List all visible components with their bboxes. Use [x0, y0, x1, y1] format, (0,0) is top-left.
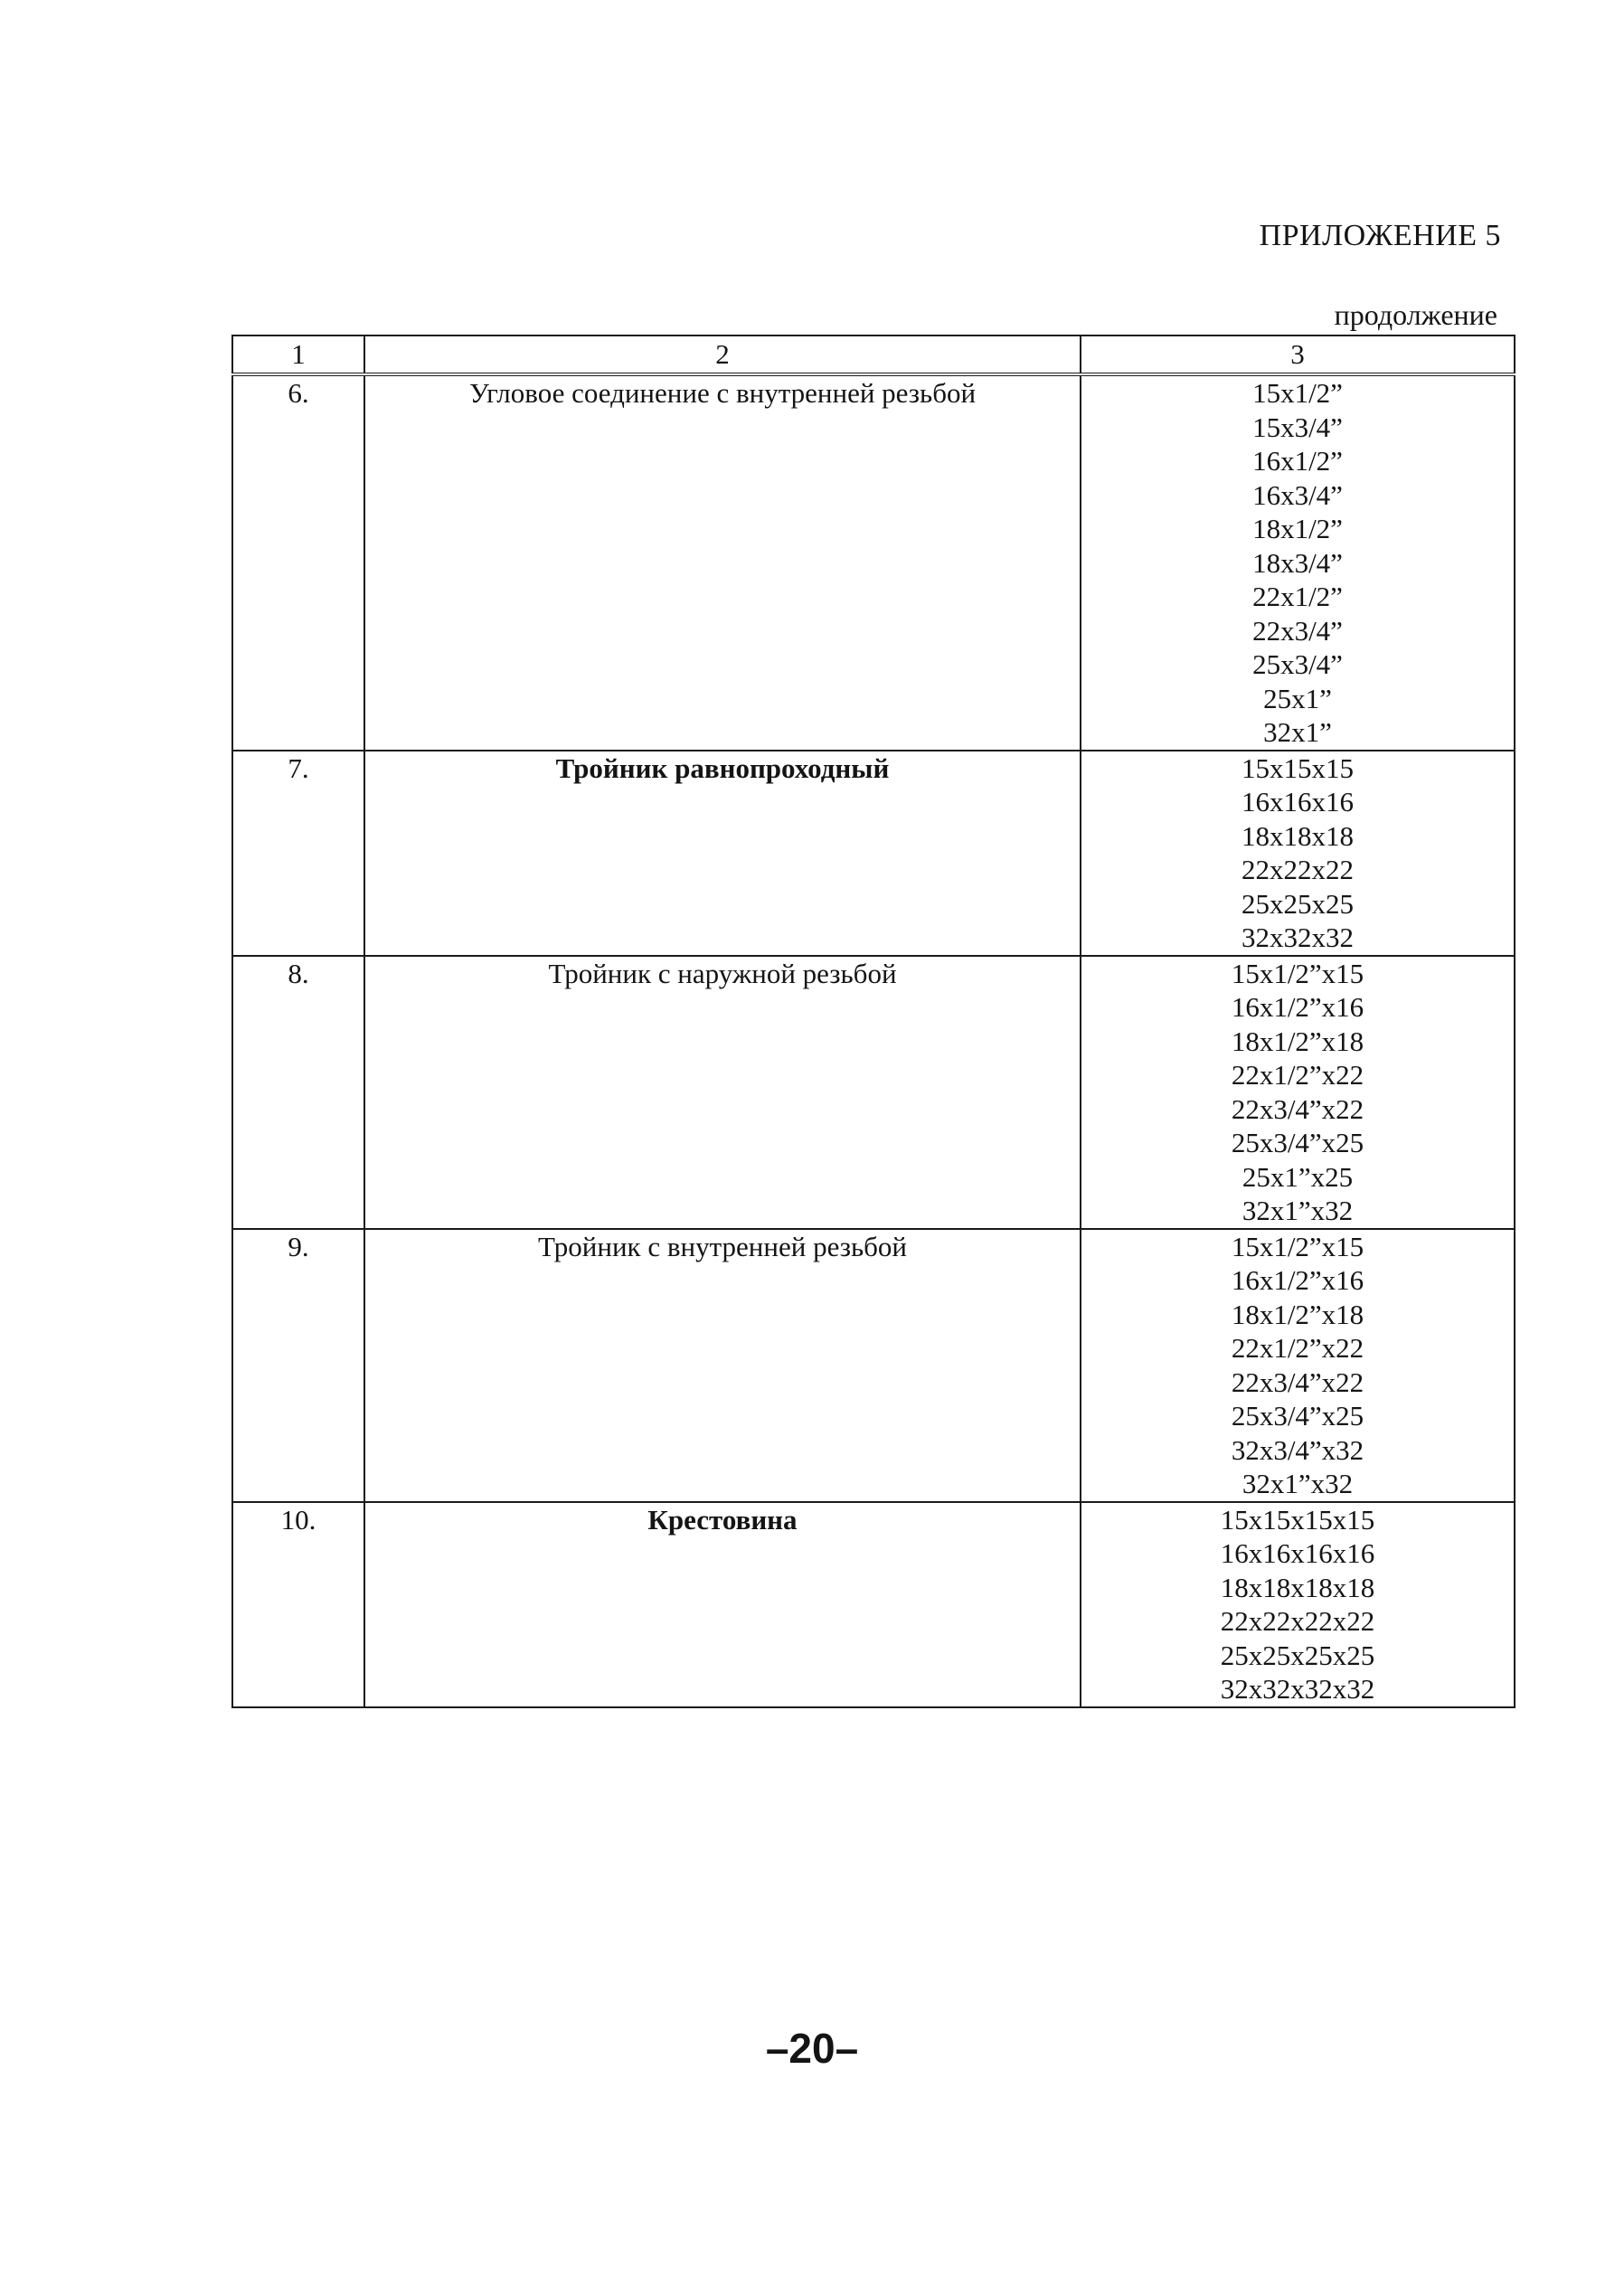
size-value: 22x22x22 — [1242, 854, 1354, 885]
size-value: 32x1”x32 — [1242, 1195, 1354, 1226]
size-value: 16x3/4” — [1252, 478, 1343, 511]
size-value: 22x3/4” — [1252, 614, 1343, 647]
size-value: 18x1/2”x18 — [1231, 1298, 1364, 1330]
size-value: 15x3/4” — [1252, 411, 1343, 443]
size-value: 15x15x15 — [1242, 751, 1354, 784]
size-value: 32x32x32 — [1242, 921, 1354, 953]
size-value: 22x1/2”x22 — [1231, 1059, 1364, 1091]
fitting-sizes-cell — [1081, 1229, 1515, 1502]
row-number-cell: 10. — [232, 1502, 364, 1707]
size-value: 25x3/4” — [1252, 648, 1343, 680]
size-value: 18x3/4” — [1252, 546, 1343, 579]
fitting-sizes-cell — [1081, 374, 1515, 751]
size-value: 15x1/2”x15 — [1231, 1230, 1364, 1262]
size-value: 15x1/2”x15 — [1231, 957, 1364, 989]
table-row — [232, 1229, 1515, 1502]
size-value: 32x1” — [1263, 716, 1332, 748]
size-value: 18x1/2”x18 — [1231, 1025, 1364, 1057]
size-value: 25x1” — [1263, 682, 1332, 714]
size-value: 32x1”x32 — [1242, 1468, 1354, 1499]
size-value: 32x32x32x32 — [1220, 1673, 1375, 1705]
fitting-sizes-cell — [1081, 956, 1515, 1229]
size-value: 25x1”x25 — [1242, 1160, 1354, 1193]
size-value: 22x1/2” — [1252, 581, 1343, 612]
row-number-cell: 8. — [232, 956, 364, 1229]
size-value: 22x1/2”x22 — [1231, 1332, 1364, 1364]
size-value: 16x16x16 — [1242, 786, 1354, 817]
table-row — [232, 751, 1515, 956]
size-value: 25x25x25x25 — [1220, 1639, 1375, 1671]
row-number-cell: 6. — [232, 374, 364, 751]
size-value: 25x3/4”x25 — [1231, 1127, 1364, 1158]
size-value: 22x22x22x22 — [1220, 1605, 1375, 1637]
table-header-row — [232, 335, 1515, 374]
size-value: 32x3/4”x32 — [1231, 1433, 1364, 1466]
fitting-name-cell: Угловое соединение с внутренней резьбой — [364, 374, 1081, 751]
table-row — [232, 956, 1515, 1229]
size-value: 15x15x15x15 — [1220, 1503, 1375, 1536]
size-value: 18x1/2” — [1252, 513, 1343, 544]
fitting-name-cell: Крестовина — [364, 1502, 1081, 1707]
table-row — [232, 1502, 1515, 1707]
size-value: 16x16x16x16 — [1220, 1537, 1375, 1569]
column-header-name: 2 — [364, 335, 1081, 374]
size-value: 25x3/4”x25 — [1231, 1400, 1364, 1432]
size-value: 22x3/4”x22 — [1231, 1366, 1364, 1398]
row-number-cell: 9. — [232, 1229, 364, 1502]
fitting-name-cell: Тройник с наружной резьбой — [364, 956, 1081, 1229]
fitting-sizes-cell — [1081, 751, 1515, 956]
fitting-sizes-cell — [1081, 1502, 1515, 1707]
fittings-table — [231, 335, 1515, 1708]
row-number-cell: 7. — [232, 751, 364, 956]
size-value: 15x1/2” — [1252, 377, 1343, 409]
size-value: 25x25x25 — [1242, 887, 1354, 920]
size-value: 16x1/2” — [1252, 445, 1343, 477]
table-row — [232, 374, 1515, 751]
page-number: –20– — [765, 2025, 859, 2072]
fitting-name-cell: Тройник с внутренней резьбой — [364, 1229, 1081, 1502]
size-value: 22x3/4”x22 — [1231, 1092, 1364, 1125]
size-value: 16x1/2”x16 — [1231, 991, 1364, 1023]
size-value: 16x1/2”x16 — [1231, 1264, 1364, 1296]
appendix-title: ПРИЛОЖЕНИЕ 5 — [1259, 219, 1501, 252]
size-value: 18x18x18x18 — [1220, 1571, 1375, 1603]
continued-label: продолжение — [1334, 298, 1497, 331]
size-value: 18x18x18 — [1242, 819, 1354, 852]
fitting-name-cell: Тройник равнопроходный — [364, 751, 1081, 956]
column-header-number: 1 — [232, 335, 364, 374]
column-header-sizes: 3 — [1081, 335, 1515, 374]
